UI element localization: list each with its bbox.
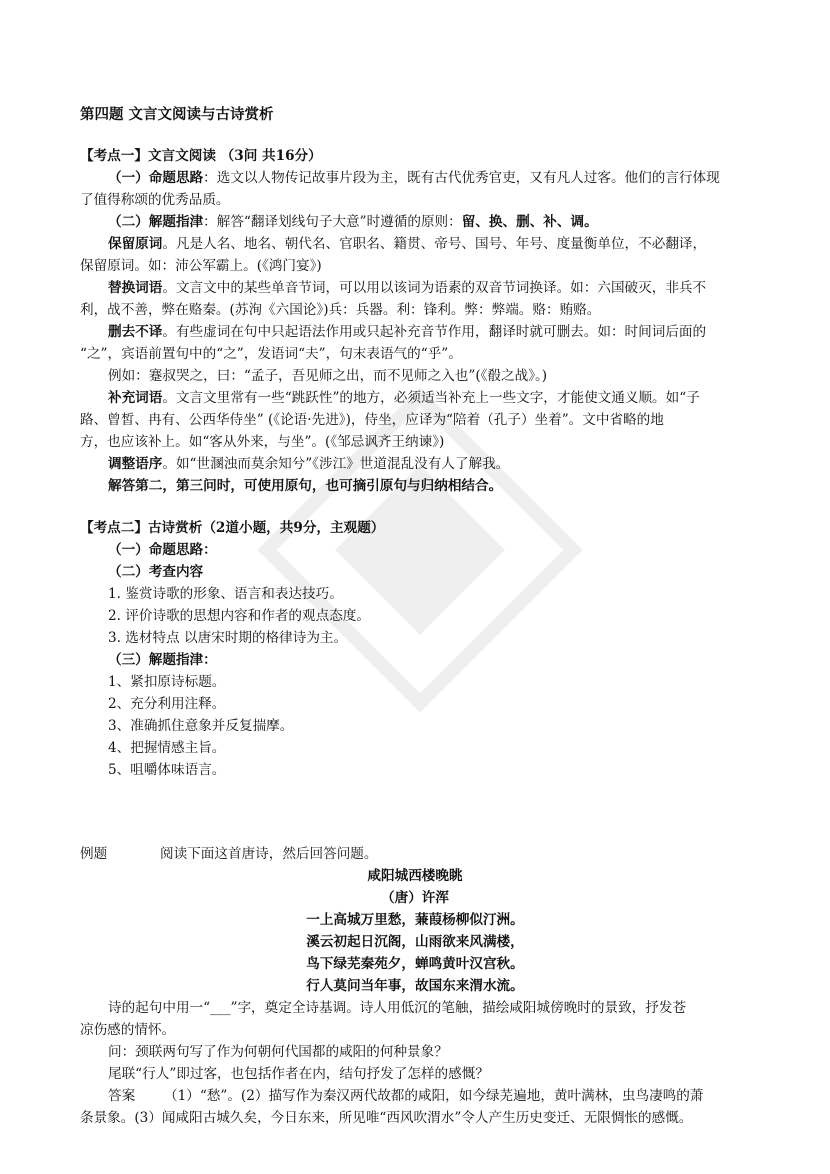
poem-line: 行人莫问当年事，故国东来渭水流。 <box>306 978 524 994</box>
poem-author: （唐）许浑 <box>381 890 449 906</box>
example-label: 例题 <box>80 846 108 862</box>
s1-p1-cont: 了值得称颂的优秀品质。 <box>80 192 230 208</box>
question-2: 问：颈联两句写了作为何朝何代国都的咸阳的何种景象？ <box>108 1044 448 1060</box>
s2-tip-3: 3、准确抓住意象并反复揣摩。 <box>108 718 294 734</box>
example-instruction: 阅读下面这首唐诗，然后回答问题。 <box>160 846 378 862</box>
s1-swap: 替换词语。文言文中的某些单音节词，可以用以该词为语素的双音节词换译。如：六国破灭，非兵不 <box>108 280 707 296</box>
poem-line: 鸟下绿芜秦苑夕，蝉鸣黄叶汉宫秋。 <box>306 956 524 972</box>
answer-1: （1）“愁”。(2）描写作为秦汉两代故都的咸阳，如今绿芜遍地，黄叶满林，虫鸟凄鸣的萧 <box>164 1088 704 1104</box>
s2-sub1: （一）命题思路： <box>108 542 217 558</box>
s1-example: 例如：蹇叔哭之，曰：“孟子，吾见师之出，而不见师之入也”(《殽之战》。) <box>108 368 548 384</box>
answer-2: 条景象。(3）闻咸阳古城久矣，今日东来，所见唯“西风吹渭水”令人产生历史变迁、无限惆怅的感慨。 <box>80 1110 693 1126</box>
section-1-heading: 【考点一】文言文阅读 （3问 共16分） <box>80 148 322 164</box>
s1-swap-cont: 利，战不善，弊在赂秦。(苏洵《六国论》)兵：兵器。利：锋利。弊：弊端。赂：贿赂。 <box>80 302 601 318</box>
s2-tip-5: 5、咀嚼体味语言。 <box>108 762 226 778</box>
s1-p1: （一）命题思路：选文以人物传记故事片段为主，既有古代优秀官吏，又有凡人过客。他们的言行体现 <box>108 170 720 186</box>
poem-line: 溪云初起日沉阁，山雨欲来风满楼， <box>306 934 524 950</box>
s2-sub2: （二）考查内容 <box>108 564 204 580</box>
s2-content-2: 2. 评价诗歌的思想内容和作者的观点态度。 <box>108 608 370 624</box>
question-3: 尾联“行人”即过客，也包括作者在内，结句抒发了怎样的感慨？ <box>108 1066 489 1082</box>
s1-del: 删去不译。有些虚词在句中只起语法作用或只起补充音节作用，翻译时就可删去。如：时间词后面的 <box>108 324 707 340</box>
s1-p2: （二）解题指津：解答“翻译划线句子大意”时遵循的原则：留、换、删、补、调。 <box>108 214 598 230</box>
section-2-heading: 【考点二】古诗赏析（2道小题，共9分，主观题） <box>80 520 385 536</box>
s2-content-1: 1. 鉴赏诗歌的形象、语言和表达技巧。 <box>108 586 343 602</box>
s1-add-cont1: 路、曾皙、冉有、公西华侍坐” (《论语·先进》)，侍坐，应译为“陪着（孔子）坐着”。文中省略的地 <box>80 412 664 428</box>
page-title: 第四题 文言文阅读与古诗赏析 <box>80 106 274 123</box>
s2-sub3: （三）解题指津： <box>108 652 217 668</box>
s2-content-3: 3. 选材特点 以唐宋时期的格律诗为主。 <box>108 630 348 646</box>
s1-note: 解答第二，第三问时，可使用原句，也可摘引原句与归纳相结合。 <box>108 478 503 494</box>
s1-del-cont: “之”，宾语前置句中的“之”，发语词“夫”，句末表语气的“乎”。 <box>80 346 462 362</box>
poem-title: 咸阳城西楼晚眺 <box>367 868 463 884</box>
s1-adjust: 调整语序。如“世溷浊而莫余知兮”《涉江》世道混乱没有人了解我。 <box>108 456 510 472</box>
s1-add-cont2: 方，也应该补上。如“客从外来，与坐”。(《邹忌讽齐王纳谏》) <box>80 434 445 450</box>
s2-tip-1: 1、紧扣原诗标题。 <box>108 674 226 690</box>
s1-keep-cont: 保留原词。如：沛公军霸上。(《鸿门宴》) <box>80 258 322 274</box>
question-1-cont: 凉伤感的情怀。 <box>80 1022 176 1038</box>
s1-keep: 保留原词。凡是人名、地名、朝代名、官职名、籍贯、帝号、国号、年号、度量衡单位，不必翻译， <box>108 236 707 252</box>
question-1: 诗的起句中用一“___”字，奠定全诗基调。诗人用低沉的笔触，描绘咸阳城傍晚时的景致，抒发苍 <box>108 1000 687 1016</box>
s2-tip-4: 4、把握情感主旨。 <box>108 740 226 756</box>
poem-line: 一上高城万里愁，蒹葭杨柳似汀洲。 <box>306 912 524 928</box>
s1-add: 补充词语。文言文里常有一些“跳跃性”的地方，必须适当补充上一些文字，才能使文通义顺。如“子 <box>108 390 700 406</box>
answer-label: 答案 <box>108 1088 136 1104</box>
s2-tip-2: 2、充分利用注释。 <box>108 696 226 712</box>
